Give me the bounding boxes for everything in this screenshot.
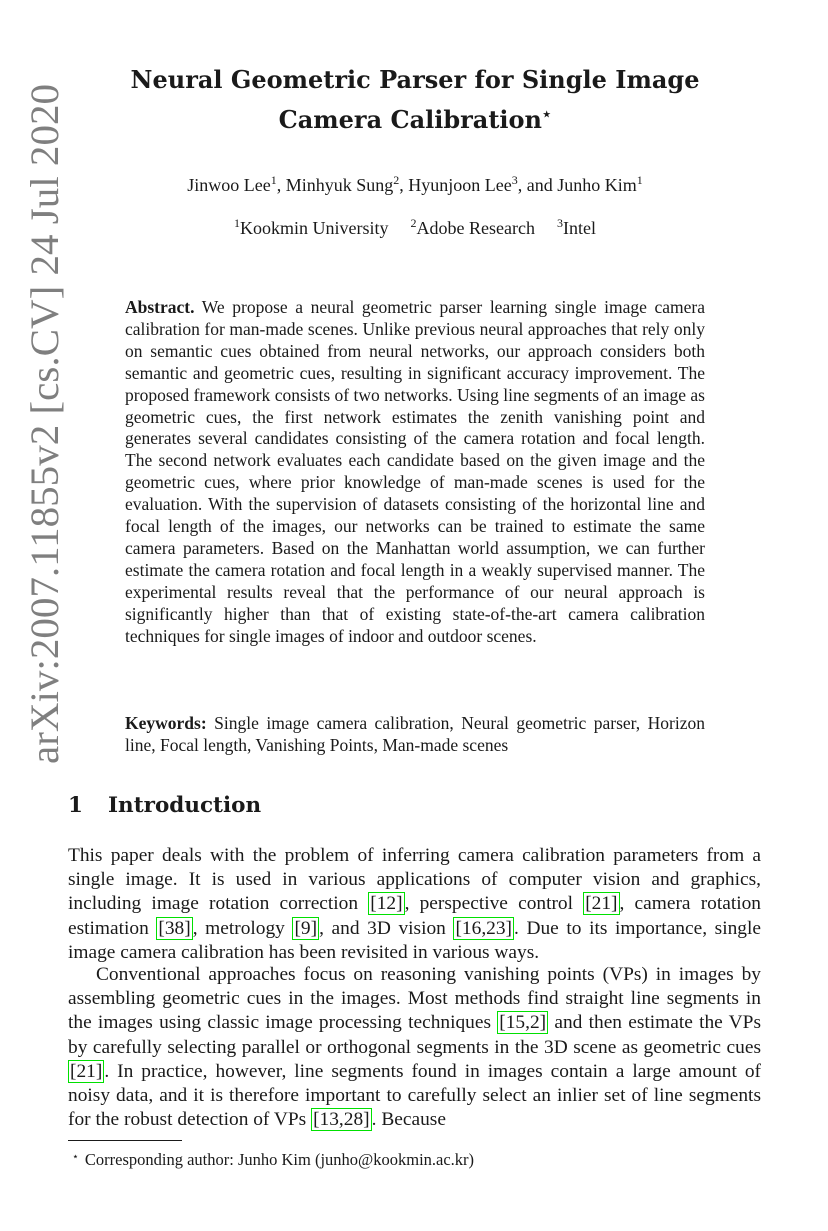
affiliation-mark: 1	[234, 216, 241, 230]
affiliation-mark: 2	[410, 216, 417, 230]
keywords-label: Keywords:	[125, 713, 207, 733]
section-heading	[68, 793, 568, 818]
citation-link[interactable]: [16,23]	[455, 917, 513, 939]
citation-link[interactable]: [13,28]	[313, 1109, 370, 1131]
section-title: Introduction	[108, 793, 262, 818]
paper-title	[100, 62, 730, 137]
affiliation-list	[80, 218, 750, 239]
author-affiliation-mark: 3	[511, 173, 518, 187]
title-line-2	[100, 97, 730, 137]
affiliation	[411, 218, 535, 238]
intro-paragraph-2	[68, 963, 761, 1132]
paragraph-text: and then estimate the VPs by carefully selecting parallel or orthogonal segments in the 3D scene as geometric cues	[68, 1012, 762, 1058]
title-line-2-text: Camera Calibration	[278, 105, 542, 134]
citation-link[interactable]: [21]	[585, 893, 618, 915]
citation-link[interactable]: [12]	[370, 893, 403, 915]
footnote-mark: ⋆	[72, 1151, 79, 1163]
arxiv-identifier	[22, 72, 68, 772]
author-name: Junho Kim	[557, 175, 637, 195]
title-footnote-mark: ⋆	[542, 105, 552, 123]
author-separator: , and	[517, 175, 558, 195]
affiliation-name: Intel	[562, 218, 596, 238]
abstract-label: Abstract.	[125, 297, 195, 317]
footnote	[72, 1146, 762, 1171]
citation-link[interactable]: [9]	[294, 917, 318, 939]
keywords-text: Single image camera calibration, Neural geometric parser, Horizon line, Focal length, Vanishing Points, Man-made scenes	[125, 713, 706, 755]
paragraph-text: , and 3D vision	[319, 917, 454, 939]
paragraph-text: , camera rotation estimation	[68, 893, 762, 939]
intro-paragraph-1	[68, 844, 761, 965]
abstract-text: We propose a neural geometric parser learning single image camera calibration for man-made scenes. Unlike previous neural approaches that rely only on semantic cues obtained from neural networks, our approach considers both semantic and geometric cues, resulting in significant accuracy improvement. The proposed framework consists of two networks. Using line segments of an image as geometric cues, the first network estimates the zenith vanishing point and generates several candidates consisting of the camera rotation and focal length. The second network evaluates each candidate based on the given image and the geometric cues, where prior knowledge of man-made scenes is used for the evaluation. With the supervision of datasets consisting of the horizontal line and focal length of the images, our networks can be trained to estimate the same camera parameters. Based on the Manhattan world assumption, we can further estimate the camera rotation and focal length in a weakly supervised manner. The experimental results reveal that the performance of our neural approach is significantly higher than that of existing state-of-the-art camera calibration techniques for single images of indoor and outdoor scenes.	[125, 297, 705, 646]
title-line-1: Neural Geometric Parser for Single Image	[130, 65, 700, 94]
affiliation	[557, 218, 596, 238]
affiliation-mark: 3	[556, 216, 563, 230]
paragraph-text: . Because	[371, 1109, 446, 1131]
paragraph-text: , perspective control	[404, 893, 584, 915]
author-name: Hyunjoon Lee	[408, 175, 512, 195]
author-separator: ,	[399, 175, 409, 195]
affiliation-name: Adobe Research	[416, 218, 535, 238]
affiliation-name: Kookmin University	[240, 218, 389, 238]
author-affiliation-mark: 1	[270, 173, 277, 187]
author-separator: ,	[276, 175, 286, 195]
keywords	[125, 713, 705, 757]
paragraph-text: . Due to its importance, single image camera calibration has been revisited in various ways.	[68, 917, 761, 963]
author-affiliation-mark: 2	[393, 173, 400, 187]
footnote-rule	[68, 1140, 182, 1141]
author-name: Minhyuk Sung	[285, 175, 394, 195]
section-number: 1	[68, 793, 83, 818]
affiliation	[234, 218, 389, 238]
paragraph-text: This paper deals with the problem of inferring camera calibration parameters from a single image. It is used in various applications of computer vision and graphics, including image rotation correction	[68, 845, 761, 915]
abstract	[125, 297, 705, 648]
arxiv-identifier-text: arXiv:2007.11855v2 [cs.CV] 24 Jul 2020	[22, 92, 67, 764]
paragraph-text: . In practice, however, line segments found in images contain a large amount of noisy data, and it is therefore important to carefully select an inlier set of line segments for the robust detection of VPs	[68, 1060, 761, 1131]
citation-link[interactable]: [38]	[158, 917, 191, 939]
paragraph-text: Conventional approaches focus on reasoning vanishing points (VPs) in images by assembling geometric cues in the images. Most methods find straight line segments in the images using classic image processing techniques	[68, 964, 761, 1034]
arxiv-identifier-svg	[22, 72, 68, 772]
citation-link[interactable]: [15,2]	[499, 1012, 547, 1034]
paragraph-text: , metrology	[192, 917, 293, 939]
author-name: Jinwoo Lee	[187, 175, 271, 195]
citation-link[interactable]: [21]	[70, 1060, 103, 1082]
footnote-text: Corresponding author: Junho Kim (junho@kookmin.ac.kr)	[84, 1150, 475, 1169]
author-list	[80, 175, 750, 196]
author-affiliation-mark: 1	[636, 173, 643, 187]
